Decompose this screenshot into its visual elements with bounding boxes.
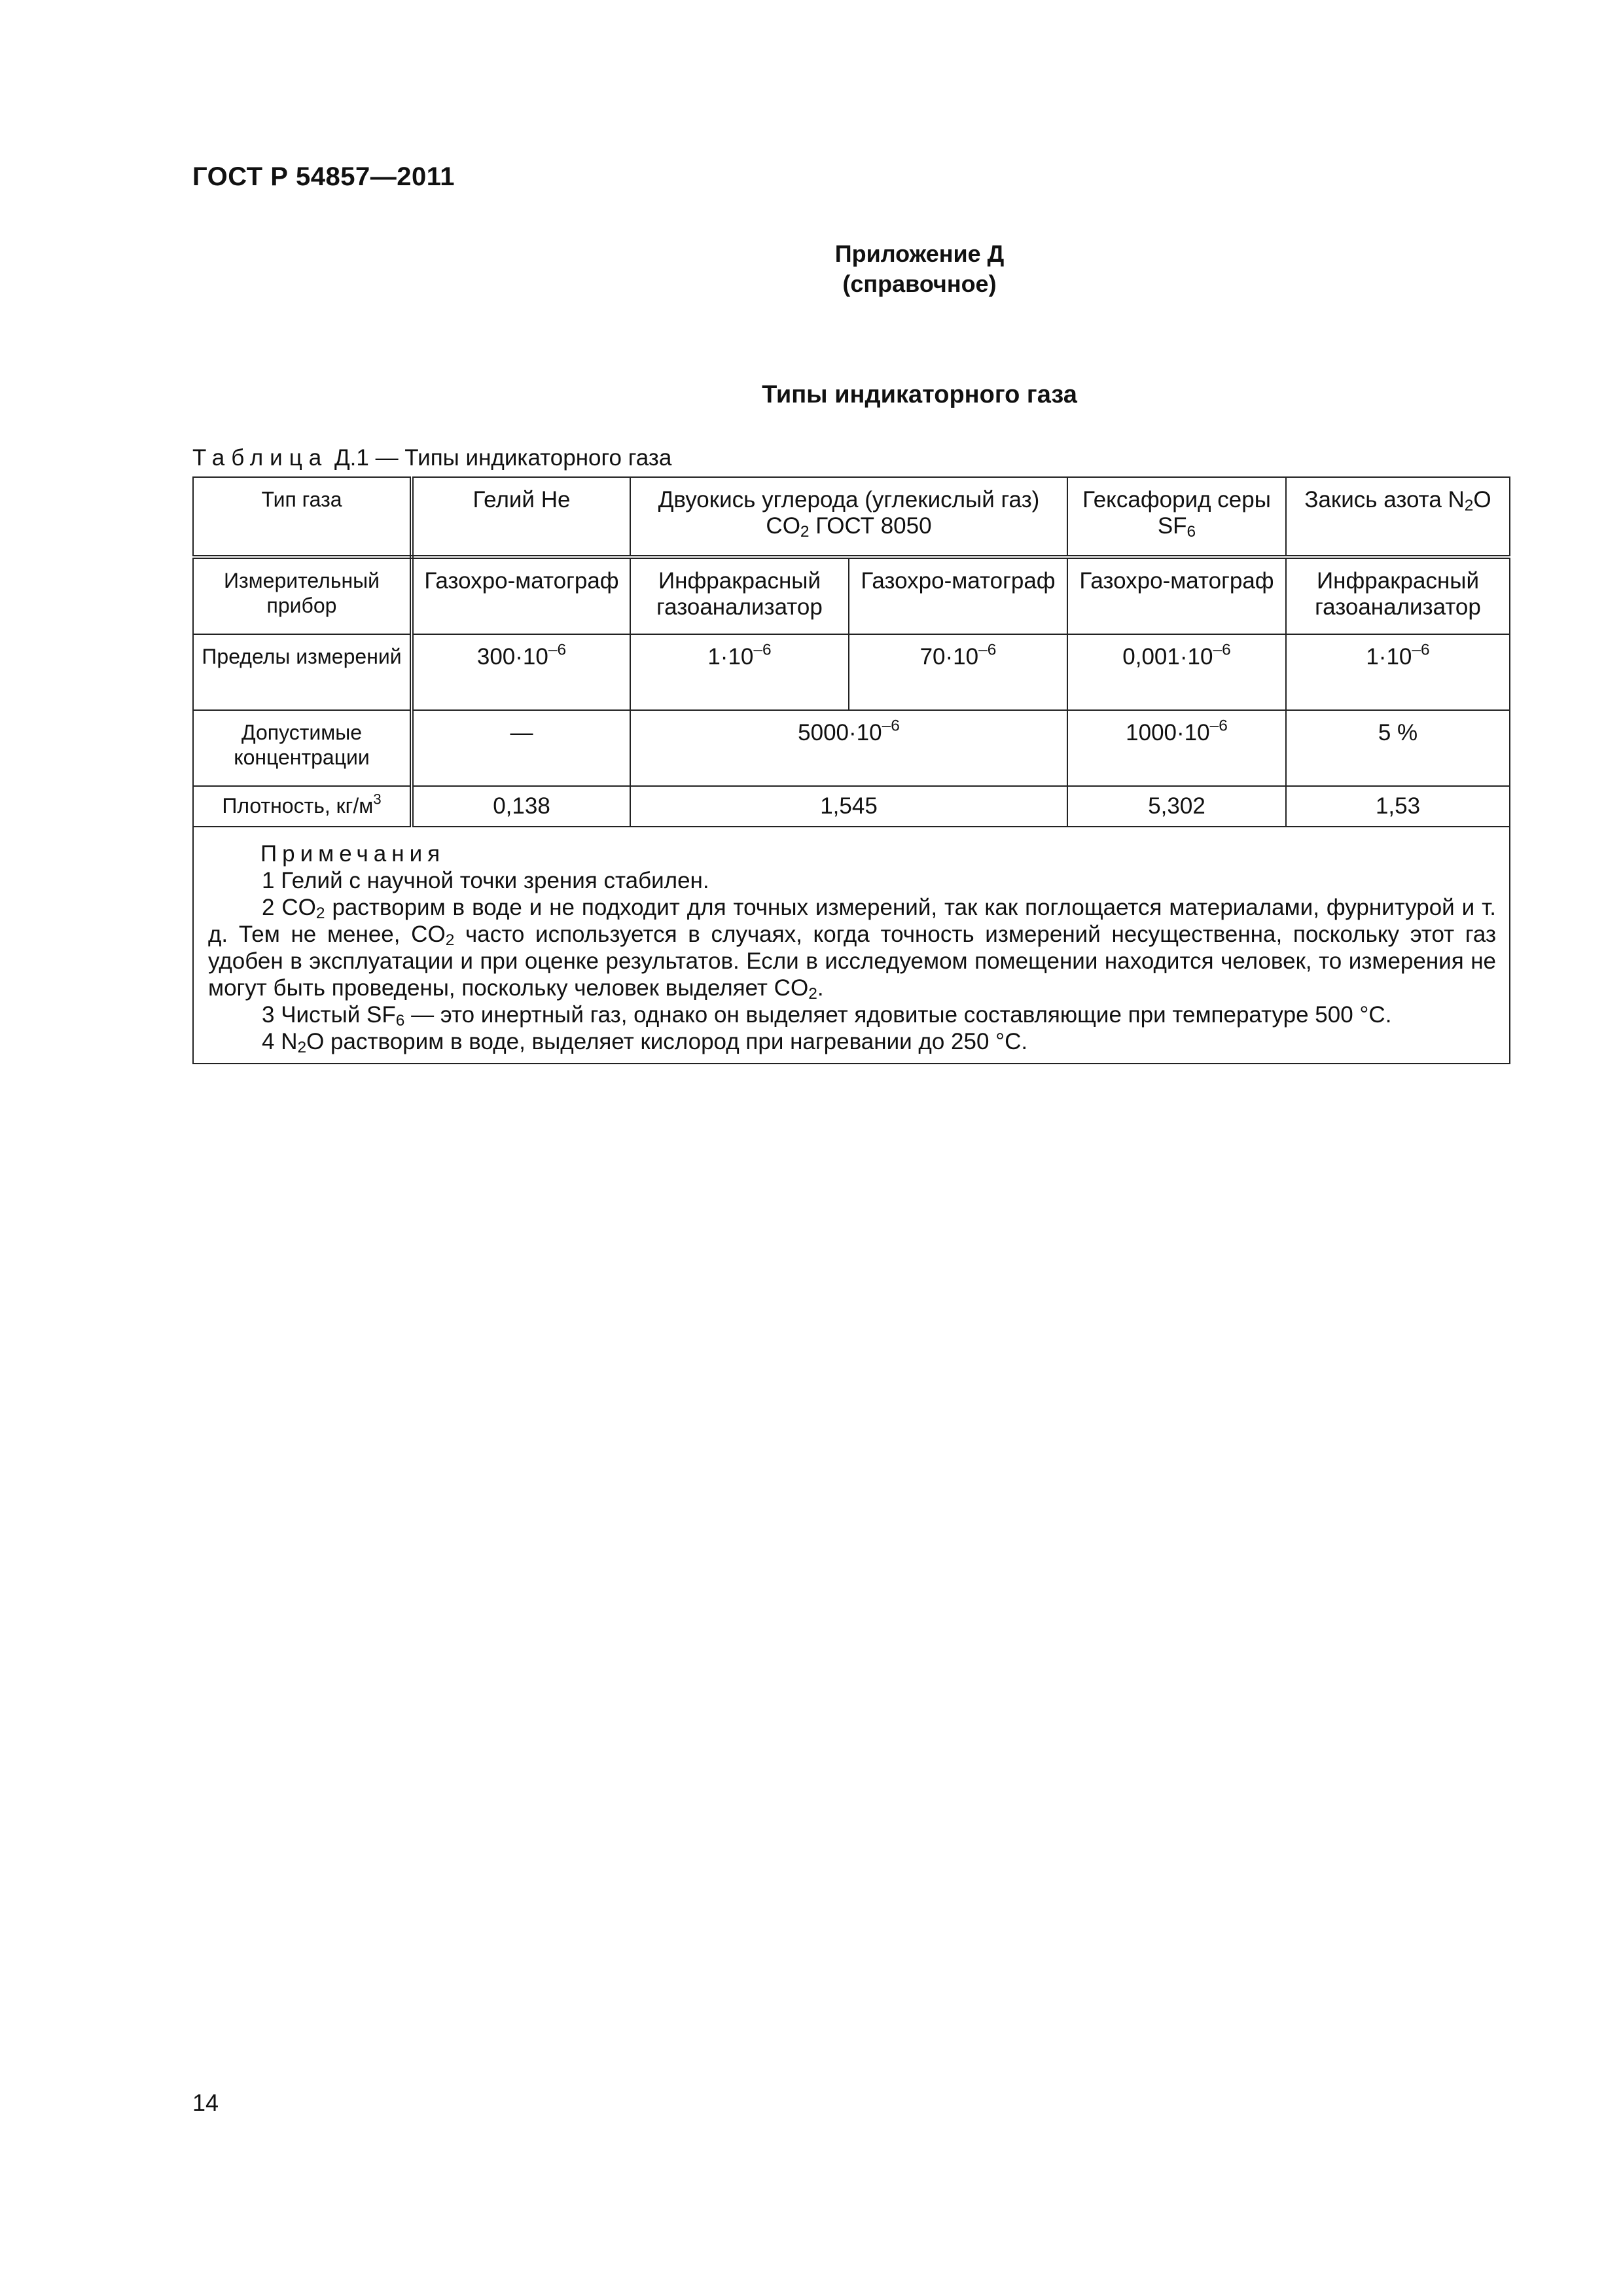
cell-limits-n2o-exp: –6 — [1412, 641, 1430, 659]
cell-limits-co2-gc — [849, 634, 1067, 710]
table-notes — [193, 827, 1510, 1064]
row-label-density-sup: 3 — [373, 791, 382, 808]
note-3 — [208, 1001, 1496, 1028]
row-label-allowed: Допустимые концентрации — [193, 710, 412, 786]
table-caption-word: Таблица — [192, 445, 329, 471]
cell-allowed-helium: — — [412, 710, 630, 786]
note-4-part-b: O растворим в воде, выделяет кислород при нагревании до 250 °C. — [306, 1029, 1028, 1054]
notes-heading: Примечания — [260, 841, 446, 867]
header-n2o — [1286, 477, 1510, 557]
cell-limits-helium-exp: –6 — [548, 641, 567, 659]
row-label-instrument: Измерительный прибор — [193, 557, 412, 634]
row-label-density-text: Плотность, кг/м — [222, 794, 374, 817]
cell-allowed-co2 — [630, 710, 1067, 786]
cell-limits-helium-value: 300·10 — [476, 644, 548, 670]
cell-limits-co2-ir-exp: –6 — [753, 641, 772, 659]
cell-density-n2o: 1,53 — [1286, 786, 1510, 827]
row-label-density — [193, 786, 412, 827]
header-n2o-sub: 2 — [1464, 496, 1474, 514]
note-3-part-a: 3 Чистый SF — [262, 1002, 396, 1028]
cell-allowed-co2-exp: –6 — [882, 717, 900, 735]
note-4-sub: 2 — [297, 1038, 307, 1056]
header-co2-standard: ГОСТ 8050 — [809, 513, 932, 539]
cell-limits-sf6-exp: –6 — [1213, 641, 1231, 659]
table-header-row — [193, 477, 1510, 557]
header-n2o-text: Закись азота N — [1304, 487, 1465, 512]
note-2-sub-1: 2 — [315, 904, 325, 922]
cell-allowed-sf6-exp: –6 — [1209, 717, 1228, 735]
cell-instrument-helium: Газохро-матограф — [412, 557, 630, 634]
note-2-part-b: растворим в воде и не подходит для точных измерений, так как поглощается материалами, фурнитурой и т. д. Тем не менее, CO — [208, 895, 1496, 947]
page-number: 14 — [192, 2089, 219, 2116]
annex-heading — [0, 239, 1623, 299]
cell-limits-n2o-value: 1·10 — [1366, 644, 1412, 670]
cell-density-co2: 1,545 — [630, 786, 1067, 827]
cell-allowed-sf6-value: 1000·10 — [1126, 720, 1210, 745]
header-co2-sub: 2 — [800, 522, 810, 541]
note-3-sub: 6 — [395, 1011, 405, 1030]
annex-status: (справочное) — [842, 270, 997, 297]
cell-limits-co2-ir-value: 1·10 — [707, 644, 754, 670]
cell-density-helium: 0,138 — [412, 786, 630, 827]
table-caption-rest: Д.1 — Типы индикаторного газа — [328, 445, 672, 471]
note-4 — [208, 1028, 1496, 1055]
cell-limits-sf6-value: 0,001·10 — [1122, 644, 1213, 670]
cell-allowed-sf6 — [1067, 710, 1286, 786]
note-1: 1 Гелий с научной точки зрения стабилен. — [262, 868, 709, 893]
cell-limits-n2o — [1286, 634, 1510, 710]
table-row-allowed — [193, 710, 1510, 786]
cell-instrument-co2-gc: Газохро-матограф — [849, 557, 1067, 634]
header-n2o-o: O — [1473, 487, 1491, 512]
cell-limits-co2-ir — [630, 634, 849, 710]
cell-limits-sf6 — [1067, 634, 1286, 710]
gas-types-table — [192, 476, 1510, 1064]
cell-instrument-co2-ir: Инфракрасный газоанализатор — [630, 557, 849, 634]
note-2-sub-3: 2 — [808, 984, 817, 1003]
cell-density-sf6: 5,302 — [1067, 786, 1286, 827]
header-sf6 — [1067, 477, 1286, 557]
cell-limits-co2-gc-value: 70·10 — [919, 644, 979, 670]
note-2-part-a: 2 CO — [262, 895, 316, 920]
header-gas-type: Тип газа — [193, 477, 412, 557]
note-2-part-c: часто используется в случаях, когда точность измерений несущественна, поскольку этот газ удобен в эксплуатации и при оценке результатов. Если в исследуемом помещении находится человек, то измерения не могут быть проведены, поскольку человек выделяет CO — [208, 922, 1497, 1001]
header-co2 — [630, 477, 1067, 557]
cell-limits-helium — [412, 634, 630, 710]
document-id: ГОСТ Р 54857—2011 — [192, 162, 455, 191]
note-2 — [208, 894, 1496, 1001]
cell-limits-co2-gc-exp: –6 — [978, 641, 997, 659]
table-notes-row — [193, 827, 1510, 1064]
table-row-limits — [193, 634, 1510, 710]
row-label-limits: Пределы измерений — [193, 634, 412, 710]
note-2-sub-2: 2 — [445, 931, 455, 949]
cell-allowed-co2-value: 5000·10 — [798, 720, 882, 745]
header-helium: Гелий Не — [412, 477, 630, 557]
table-caption — [192, 445, 671, 471]
cell-instrument-sf6: Газохро-матограф — [1067, 557, 1286, 634]
cell-instrument-n2o: Инфракрасный газоанализатор — [1286, 557, 1510, 634]
note-2-part-d: . — [817, 975, 824, 1001]
cell-allowed-n2o: 5 % — [1286, 710, 1510, 786]
annex-title-text: Типы индикаторного газа — [762, 381, 1077, 408]
header-sf6-sub: 6 — [1186, 522, 1196, 541]
note-4-part-a: 4 N — [262, 1029, 298, 1054]
annex-name: Приложение Д — [834, 240, 1005, 267]
annex-title — [0, 381, 1623, 409]
table-row-instrument — [193, 557, 1510, 634]
header-sf6-text: Гексафорид серы SF — [1082, 487, 1271, 539]
table-row-density — [193, 786, 1510, 827]
header-co2-text: Двуокись углерода (углекислый газ) CO — [658, 487, 1040, 539]
note-3-part-b: — это инертный газ, однако он выделяет ядовитые составляющие при температуре 500 °C. — [404, 1002, 1392, 1028]
